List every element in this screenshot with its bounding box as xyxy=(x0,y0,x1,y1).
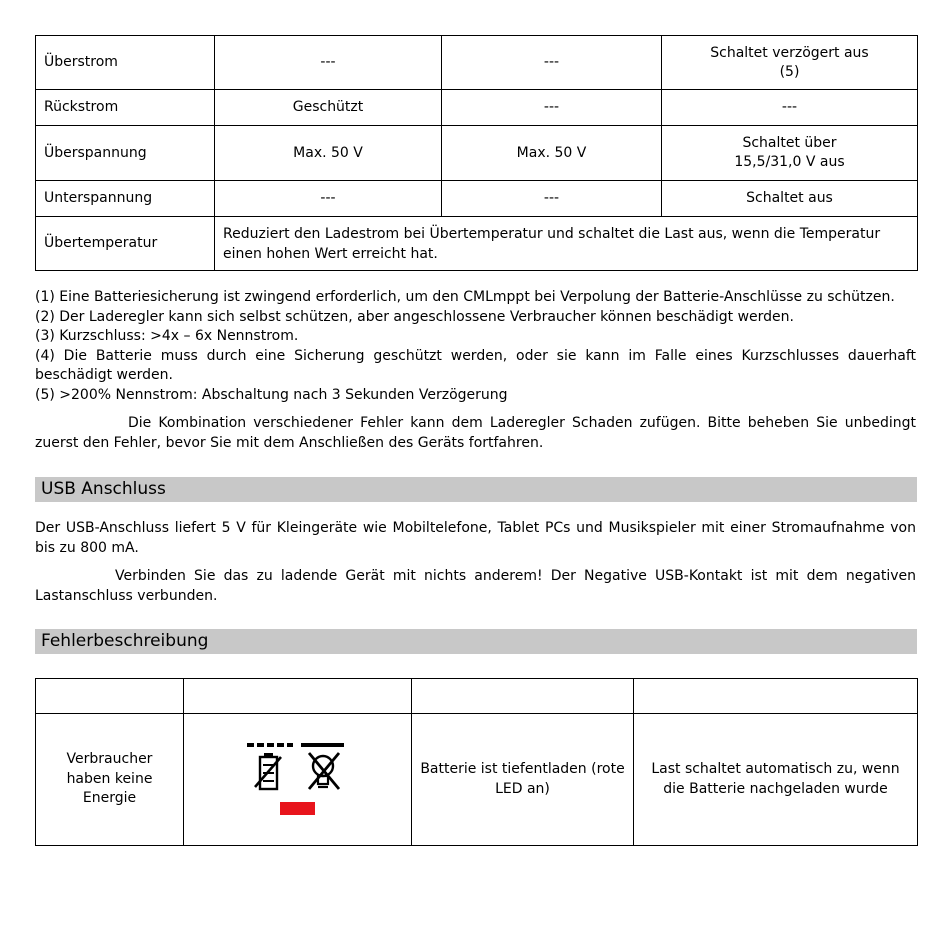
table-row xyxy=(36,181,918,217)
table-cell: --- xyxy=(442,90,662,126)
usb-section-heading: USB Anschluss xyxy=(35,477,917,502)
table-header-row xyxy=(36,679,918,714)
error-section-heading: Fehlerbeschreibung xyxy=(35,629,917,654)
dashed-line-icon xyxy=(247,743,293,747)
footnote: (4) Die Batterie muss durch eine Sicherung geschützt werden, oder sie kann im Falle eines Kurzschlusses dauerhaft beschädigt werden. xyxy=(35,347,916,383)
red-led-indicator xyxy=(280,802,315,815)
table-row xyxy=(36,90,918,126)
footnote: (5) >200% Nennstrom: Abschaltung nach 3 Sekunden Verzögerung xyxy=(35,386,508,403)
symptom-cell: Verbraucher haben keine Energie xyxy=(36,714,184,846)
table-cell xyxy=(662,126,918,181)
lamp-crossed-icon xyxy=(309,753,339,789)
cause-cell: Batterie ist tiefentladen (rote LED an) xyxy=(412,714,634,846)
solid-line-icon xyxy=(301,743,344,747)
display-indicator xyxy=(243,738,353,822)
display-cell xyxy=(184,714,412,846)
solution-cell: Last schaltet automatisch zu, wenn die Batterie nachgeladen wurde xyxy=(634,714,918,846)
protection-table xyxy=(35,35,918,271)
cell-line: Schaltet verzögert aus xyxy=(710,44,869,61)
header-cell xyxy=(184,679,412,714)
row-label: Übertemperatur xyxy=(36,217,215,271)
table-row xyxy=(36,714,918,846)
footnote: (3) Kurzschluss: >4x – 6x Nennstrom. xyxy=(35,328,299,344)
row-label: Rückstrom xyxy=(36,90,215,126)
table-cell: --- xyxy=(662,90,918,126)
header-cell xyxy=(36,679,184,714)
footnote: (1) Eine Batteriesicherung ist zwingend erforderlich, um den CMLmppt bei Verpolung der Batterie-Anschlüsse zu schützen. xyxy=(35,289,895,305)
header-cell xyxy=(634,679,918,714)
table-cell: Schaltet aus xyxy=(662,181,918,217)
table-cell: --- xyxy=(442,36,662,90)
row-label: Überspannung xyxy=(36,126,215,181)
footnote: (2) Der Laderegler kann sich selbst schützen, aber angeschlossene Verbraucher können beschädigt werden. xyxy=(35,308,794,325)
table-cell: --- xyxy=(442,181,662,217)
table-cell: --- xyxy=(215,36,442,90)
footnotes xyxy=(35,288,916,405)
table-cell: Geschützt xyxy=(215,90,442,126)
table-cell: Max. 50 V xyxy=(215,126,442,181)
row-label: Unterspannung xyxy=(36,181,215,217)
table-cell: --- xyxy=(215,181,442,217)
error-table xyxy=(35,678,918,846)
warning-note xyxy=(35,414,916,453)
table-cell-span: Reduziert den Ladestrom bei Übertemperatur und schaltet die Last aus, wenn die Temperatur einen hohen Wert erreicht hat. xyxy=(215,217,918,271)
usb-warning-paragraph: Verbinden Sie das zu ladende Gerät mit nichts anderem! Der Negative USB-Kontakt ist mit dem negativen Lastanschluss verbunden. xyxy=(35,568,916,604)
header-cell xyxy=(412,679,634,714)
cell-line: (5) xyxy=(779,63,800,80)
table-row xyxy=(36,126,918,181)
usb-paragraph: Der USB-Anschluss liefert 5 V für Kleingeräte wie Mobiltelefone, Tablet PCs und Musikspieler mit einer Stromaufnahme von bis zu 800 mA. xyxy=(35,520,916,556)
table-row xyxy=(36,36,918,90)
row-label: Überstrom xyxy=(36,36,215,90)
table-cell xyxy=(662,36,918,90)
table-cell: Max. 50 V xyxy=(442,126,662,181)
table-row xyxy=(36,217,918,271)
battery-crossed-icon xyxy=(255,753,281,789)
warning-text: Die Kombination verschiedener Fehler kann dem Laderegler Schaden zufügen. Bitte beheben Sie unbedingt zuerst den Fehler, bevor Sie mit dem Anschließen des Geräts fortfahren. xyxy=(35,415,916,451)
cell-line: Schaltet über xyxy=(742,135,837,151)
cell-line: 15,5/31,0 V aus xyxy=(734,154,845,170)
